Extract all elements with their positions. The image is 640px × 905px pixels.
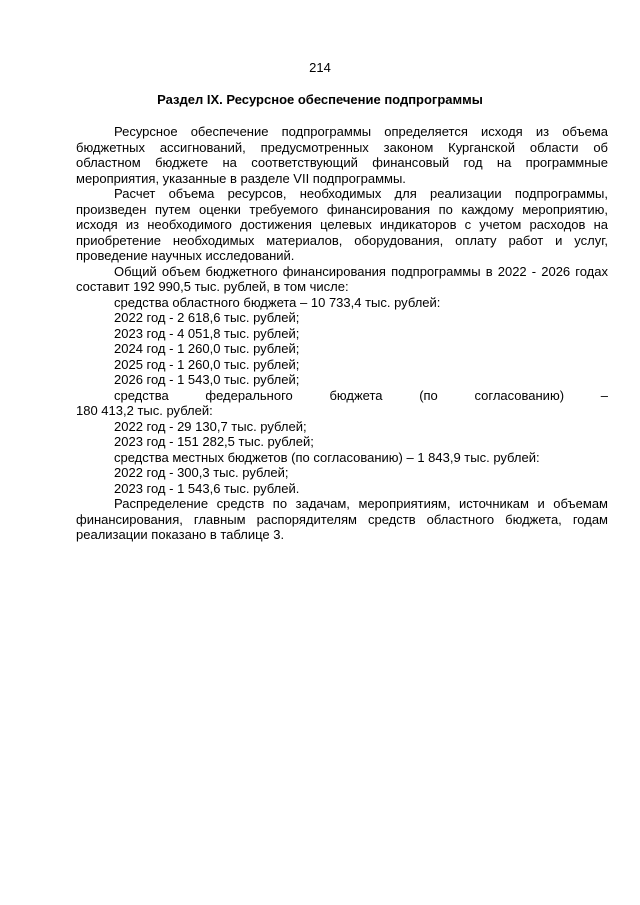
federal-header-word: бюджета [329,387,383,403]
federal-header-word: согласованию) [474,387,565,403]
regional-budget-year: 2023 год - 4 051,8 тыс. рублей; [114,325,300,341]
federal-header-word: федерального [205,387,293,403]
regional-budget-header: средства областного бюджета – 10 733,4 тыс. рублей: [114,294,441,310]
section-title: Раздел IX. Ресурсное обеспечение подпрограммы [157,92,483,107]
federal-budget-year: 2023 год - 151 282,5 тыс. рублей; [114,434,314,449]
regional-budget-year: 2024 год - 1 260,0 тыс. рублей; [114,341,300,356]
local-budget-header: средства местных бюджетов (по согласованию) – 1 843,9 тыс. рублей: [114,449,540,465]
regional-budget-year: 2025 год - 1 260,0 тыс. рублей; [114,356,300,372]
federal-budget-total: 180 413,2 тыс. рублей: [76,403,213,418]
federal-budget-header [76,388,608,404]
paragraph-distribution: Распределение средств по задачам, мероприятиям, источникам и объемам финансирования, главным распорядителям средств областного бюджета, годам реализации показано в таблице 3. [76,496,608,542]
local-budget-year: 2022 год - 300,3 тыс. рублей; [114,465,289,480]
regional-budget-year: 2022 год - 2 618,6 тыс. рублей; [114,310,300,325]
regional-budget-year: 2026 год - 1 543,0 тыс. рублей; [114,372,300,387]
paragraph-resource-basis: Ресурсное обеспечение подпрограммы определяется исходя из объема бюджетных ассигнований, предусмотренных законом Курганской области об областном бюджете на соответствующий финансовый год на программные мероприятия, указанные в разделе VII подпрограммы. [76,124,608,186]
federal-header-word: (по [419,387,438,403]
paragraph-resource-calculation: Расчет объема ресурсов, необходимых для реализации подпрограммы, произведен путем оценки требуемого финансирования по каждому мероприятию, исходя из необходимого достижения целевых индикаторов с учетом расходов на приобретение необходимых материалов, оборудования, оплату работ и услуг, проведение научных исследований. [76,186,608,263]
local-budget-year: 2023 год - 1 543,6 тыс. рублей. [114,480,300,496]
federal-header-word: – [600,387,608,403]
federal-budget-year: 2022 год - 29 130,7 тыс. рублей; [114,418,307,434]
paragraph-total-funding: Общий объем бюджетного финансирования подпрограммы в 2022 - 2026 годах составит 192 990,5 тыс. рублей, в том числе: [76,263,608,294]
federal-header-word: средства [114,387,169,403]
document-body [76,124,608,543]
page-number: 214 [309,60,331,75]
